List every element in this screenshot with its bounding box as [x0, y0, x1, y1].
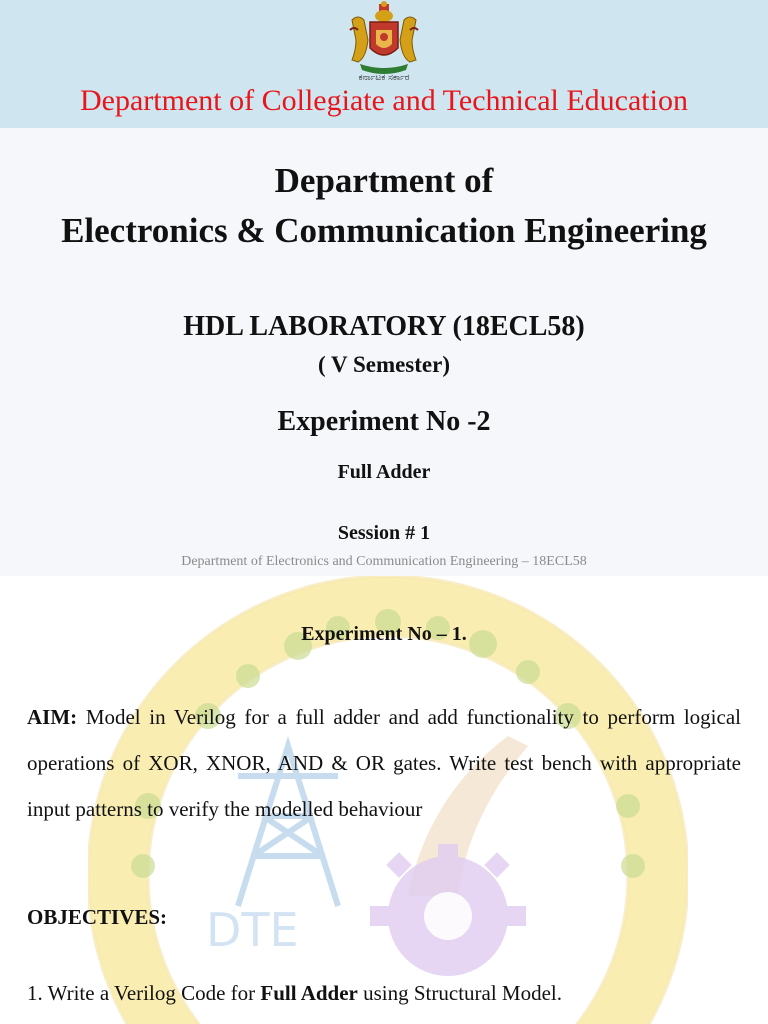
org-title: Department of Collegiate and Technical Education	[80, 84, 688, 117]
experiment-topic: Full Adder	[337, 461, 431, 483]
department-title-line1: Department of	[274, 161, 494, 200]
objective-highlight: Full Adder	[260, 981, 358, 1005]
objective-item	[27, 978, 562, 1008]
experiment-title: Experiment No -2	[277, 406, 491, 437]
slide-content	[0, 576, 768, 1024]
svg-text:DTE: DTE	[206, 903, 299, 957]
objective-prefix: 1. Write a Verilog Code for	[27, 981, 261, 1005]
semester-label: ( V Semester)	[318, 352, 450, 377]
objectives-heading: OBJECTIVES:	[27, 905, 168, 929]
slide-footer: Department of Electronics and Communication Engineering – 18ECL58	[181, 554, 587, 569]
objective-suffix: using Structural Model.	[357, 981, 563, 1005]
session-label: Session # 1	[337, 522, 431, 544]
content-slide	[0, 576, 768, 1024]
lab-title: HDL LABORATORY (18ECL58)	[183, 311, 585, 342]
aim-paragraph	[27, 694, 741, 832]
department-title-line2: Electronics & Communication Engineering	[61, 211, 707, 250]
emblem-caption: ಕರ್ನಾಟಕ ಸರ್ಕಾರ	[358, 73, 410, 83]
experiment-heading: Experiment No – 1.	[301, 623, 467, 645]
department-title	[0, 156, 768, 256]
aim-label: AIM:	[27, 705, 78, 729]
aim-text: Model in Verilog for a full adder and add functionality to perform logical operations of XOR, XNOR, AND & OR gates. Write test bench with appropriate input patterns to verify the modelled behaviour	[27, 705, 741, 821]
